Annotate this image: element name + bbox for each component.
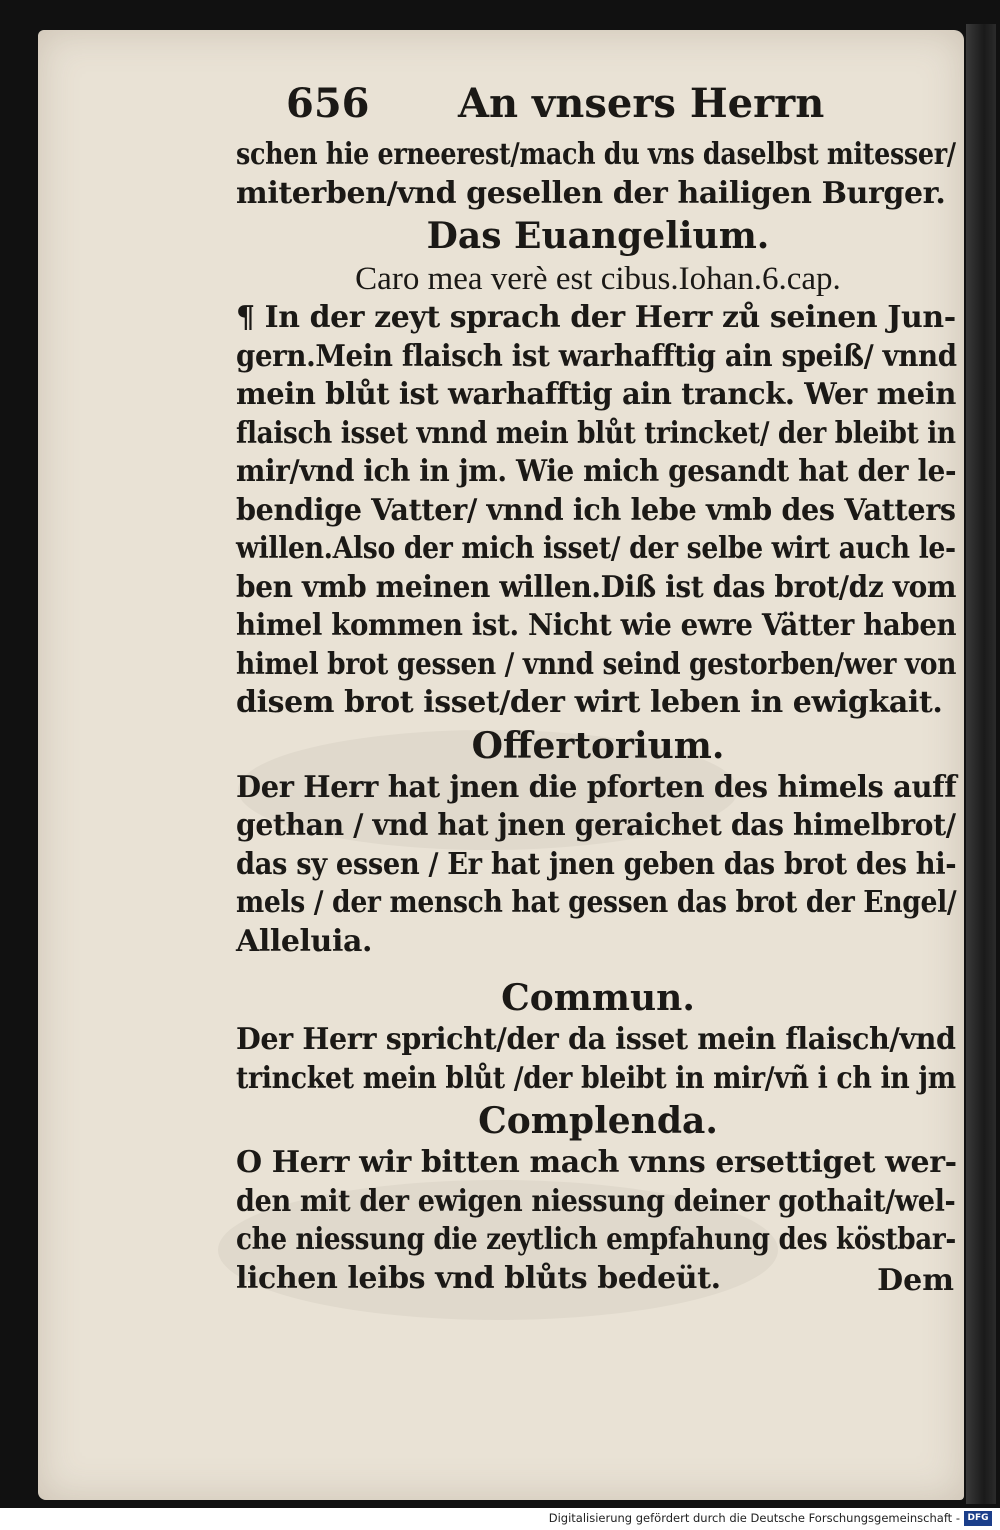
gospel-line: flaisch isset vnnd mein blůt trincket/ der bleibt in [236,415,956,451]
communion-heading: Commun. [501,977,695,1019]
complenda-line: lichen leibs vnd blůts bedeüt. [236,1260,721,1296]
gospel-line: ¶ In der zeyt sprach der Herr zů seinen Jun- [236,300,956,335]
offertory-line: Der Herr hat jnen die pforten des himels auff [236,769,957,805]
gospel-line: himel kommen ist. Nicht wie ewre Vätter haben [236,608,957,643]
gospel-heading: Das Euangelium. [426,215,770,257]
offertory-line: das sy essen / Er hat jnen geben das brot des hi- [236,846,957,882]
offertory-line: gethan / vnd hat jnen geraichet das himelbrot/ [236,808,956,843]
communion-line: Der Herr spricht/der da isset mein flaisch/vnd [236,1022,956,1057]
intro-line: schen hie erneerest/mach du vns daselbst mitesser/ [236,137,956,172]
catchword: Dem [877,1263,954,1298]
gospel-line: gern.Mein flaisch ist warhafftig ain speiß/ vnnd [236,338,957,374]
complenda-line: O Herr wir bitten mach vnns ersettiget wer- [236,1145,957,1180]
gospel-line: mein blůt ist warhafftig ain tranck. Wer mein [236,377,957,412]
page-header [236,80,960,136]
book-edge [966,24,996,1504]
footer-bar [0,1508,1000,1530]
complenda-heading: Complenda. [478,1100,718,1142]
dfg-logo[interactable]: DFG [964,1511,992,1526]
gospel-line: willen.Also der mich isset/ der selbe wirt auch le- [236,531,956,566]
offertory-line: mels / der mensch hat gessen das brot der Engel/ [236,885,957,920]
gospel-line: ben vmb meinen willen.Diß ist das brot/dz vom [236,569,957,605]
complenda-line: den mit der ewigen niessung deiner gothait/wel- [236,1183,956,1219]
offertory-heading: Offertorium. [471,724,725,767]
offertory-line: Alleluia. [236,923,373,959]
communion-line: trincket mein blůt /der bleibt in mir/vñ i ch in jm [236,1060,956,1096]
gospel-line: disem brot isset/der wirt leben in ewigkait. [236,685,943,720]
gospel-line: mir/vnd ich in jm. Wie mich gesandt hat der le- [236,454,957,489]
footer-credit: Digitalisierung gefördert durch die Deutsche Forschungsgemeinschaft - [548,1511,960,1525]
gospel-line: himel brot gessen / vnnd seind gestorben/wer von [236,646,957,682]
text-block [236,80,960,1298]
page-number: 656 [286,80,370,127]
section-gap [236,961,960,975]
gospel-subheading: Caro mea verè est cibus.Iohan.6.cap. [355,261,841,297]
running-title: An vnsers Herrn [458,80,825,127]
gospel-line: bendige Vatter/ vnnd ich lebe vmb des Vatters [236,492,956,528]
complenda-line: che niessung die zeytlich empfahung des köstbar- [236,1222,956,1257]
intro-line: miterben/vnd gesellen der hailigen Burger. [236,175,946,211]
